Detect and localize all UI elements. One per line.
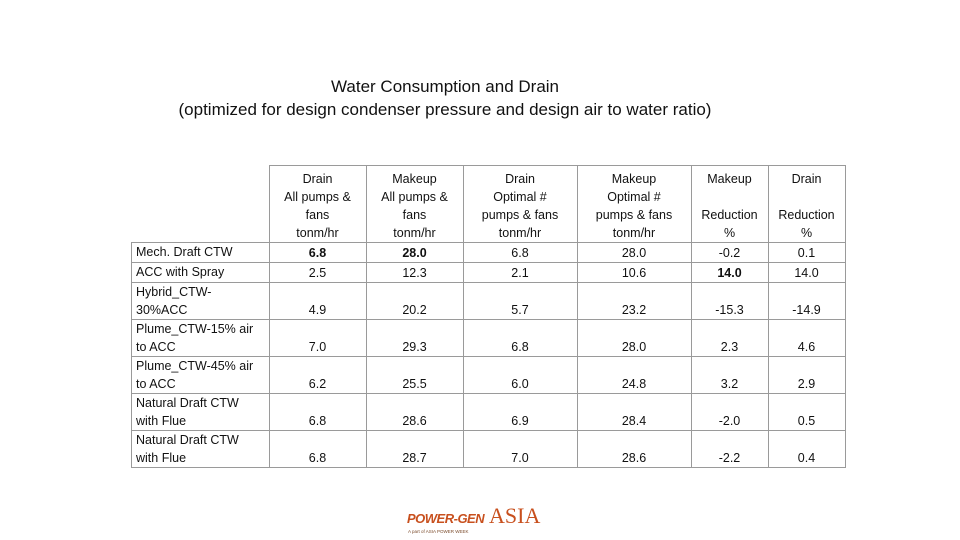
cell-makeup-all: 28.6 (366, 394, 463, 431)
cell-drain-reduction: -14.9 (768, 283, 845, 320)
cell-makeup-all: 25.5 (366, 357, 463, 394)
row-label-line: Mech. Draft CTW (136, 245, 233, 259)
logo-asia-text: ASIA (489, 503, 541, 528)
cell-makeup-reduction: 3.2 (691, 357, 768, 394)
cell-drain-reduction: 0.1 (768, 243, 845, 263)
cell-makeup-optimal: 28.6 (577, 431, 691, 468)
row-label (132, 283, 270, 320)
row-label-line: 30%ACC (136, 303, 188, 317)
cell-makeup-all: 20.2 (366, 283, 463, 320)
cell-makeup-optimal: 24.8 (577, 357, 691, 394)
header-line: pumps & fans (481, 208, 559, 222)
table-row (132, 357, 846, 394)
header-line: Makeup (707, 172, 752, 186)
header-line: tonm/hr (612, 226, 656, 240)
table-row (132, 263, 846, 283)
header-makeup-reduction (691, 166, 768, 243)
cell-drain-optimal: 5.7 (463, 283, 577, 320)
cell-drain-reduction: 4.6 (768, 320, 845, 357)
cell-drain-all: 6.8 (269, 243, 366, 263)
row-label-line: with Flue (136, 414, 187, 428)
cell-drain-all: 2.5 (269, 263, 366, 283)
table-row (132, 431, 846, 468)
cell-makeup-reduction: 14.0 (691, 263, 768, 283)
cell-drain-reduction: 0.5 (768, 394, 845, 431)
table-row (132, 283, 846, 320)
header-drain-reduction (768, 166, 845, 243)
cell-drain-all: 4.9 (269, 283, 366, 320)
cell-makeup-all: 29.3 (366, 320, 463, 357)
cell-makeup-optimal: 10.6 (577, 263, 691, 283)
cell-drain-reduction: 14.0 (768, 263, 845, 283)
cell-drain-all: 6.2 (269, 357, 366, 394)
header-line: tonm/hr (498, 226, 542, 240)
header-line: Drain (302, 172, 333, 186)
row-label-line: Natural Draft CTW (136, 396, 239, 410)
header-line: tonm/hr (393, 226, 436, 240)
table-row (132, 243, 846, 263)
header-drain-optimal (463, 166, 577, 243)
water-consumption-table (131, 165, 846, 468)
cell-drain-reduction: 2.9 (768, 357, 845, 394)
logo-power-gen-text: POWER-GEN (407, 511, 485, 526)
cell-makeup-all: 12.3 (366, 263, 463, 283)
header-line: tonm/hr (296, 226, 339, 240)
row-label (132, 357, 270, 394)
header-line (805, 190, 808, 204)
cell-makeup-optimal: 28.0 (577, 243, 691, 263)
cell-makeup-reduction: -15.3 (691, 283, 768, 320)
row-label (132, 263, 270, 283)
header-makeup-optimal (577, 166, 691, 243)
row-label-line: ACC with Spray (136, 265, 225, 279)
logo-tagline: A part of ASIA POWER WEEK (408, 529, 469, 534)
row-label (132, 243, 270, 263)
cell-drain-optimal: 6.8 (463, 320, 577, 357)
table-row (132, 394, 846, 431)
row-label (132, 320, 270, 357)
row-label-line: to ACC (136, 340, 176, 354)
header-line: Makeup (611, 172, 657, 186)
header-empty-cell (132, 166, 270, 243)
header-line (728, 190, 731, 204)
cell-drain-optimal: 6.0 (463, 357, 577, 394)
header-line: % (723, 226, 736, 240)
row-label-line: with Flue (136, 451, 187, 465)
cell-makeup-optimal: 28.0 (577, 320, 691, 357)
row-label-line: Plume_CTW-15% air (136, 322, 254, 336)
cell-drain-optimal: 6.9 (463, 394, 577, 431)
cell-makeup-optimal: 28.4 (577, 394, 691, 431)
row-label-line: to ACC (136, 377, 176, 391)
header-makeup-all (366, 166, 463, 243)
cell-makeup-optimal: 23.2 (577, 283, 691, 320)
header-line: Reduction (701, 208, 758, 222)
header-line: fans (402, 208, 427, 222)
header-line: % (800, 226, 813, 240)
header-line: fans (305, 208, 330, 222)
slide-title-line1: Water Consumption and Drain (330, 77, 560, 96)
cell-drain-all: 7.0 (269, 320, 366, 357)
header-line: Makeup (392, 172, 437, 186)
cell-drain-reduction: 0.4 (768, 431, 845, 468)
cell-drain-optimal: 6.8 (463, 243, 577, 263)
header-line: Optimal # (493, 190, 547, 204)
table-row (132, 320, 846, 357)
row-label-line: Hybrid_CTW- (136, 285, 212, 299)
header-line: All pumps & (381, 190, 448, 204)
header-line: Drain (505, 172, 535, 186)
cell-drain-optimal: 2.1 (463, 263, 577, 283)
cell-drain-optimal: 7.0 (463, 431, 577, 468)
cell-makeup-all: 28.7 (366, 431, 463, 468)
header-line: Drain (791, 172, 822, 186)
cell-makeup-all: 28.0 (366, 243, 463, 263)
cell-makeup-reduction: -0.2 (691, 243, 768, 263)
slide-title-line2: (optimized for design condenser pressure and design air to water ratio) (178, 100, 712, 119)
header-line: Optimal # (607, 190, 661, 204)
cell-makeup-reduction: 2.3 (691, 320, 768, 357)
cell-drain-all: 6.8 (269, 431, 366, 468)
row-label-line: Natural Draft CTW (136, 433, 239, 447)
header-line: pumps & fans (595, 208, 673, 222)
header-row (132, 166, 846, 243)
row-label (132, 431, 270, 468)
header-line: Reduction (778, 208, 835, 222)
header-drain-all (269, 166, 366, 243)
row-label-line: Plume_CTW-45% air (136, 359, 254, 373)
header-line: All pumps & (284, 190, 351, 204)
cell-makeup-reduction: -2.0 (691, 394, 768, 431)
cell-drain-all: 6.8 (269, 394, 366, 431)
power-gen-asia-logo (407, 503, 557, 537)
row-label (132, 394, 270, 431)
cell-makeup-reduction: -2.2 (691, 431, 768, 468)
